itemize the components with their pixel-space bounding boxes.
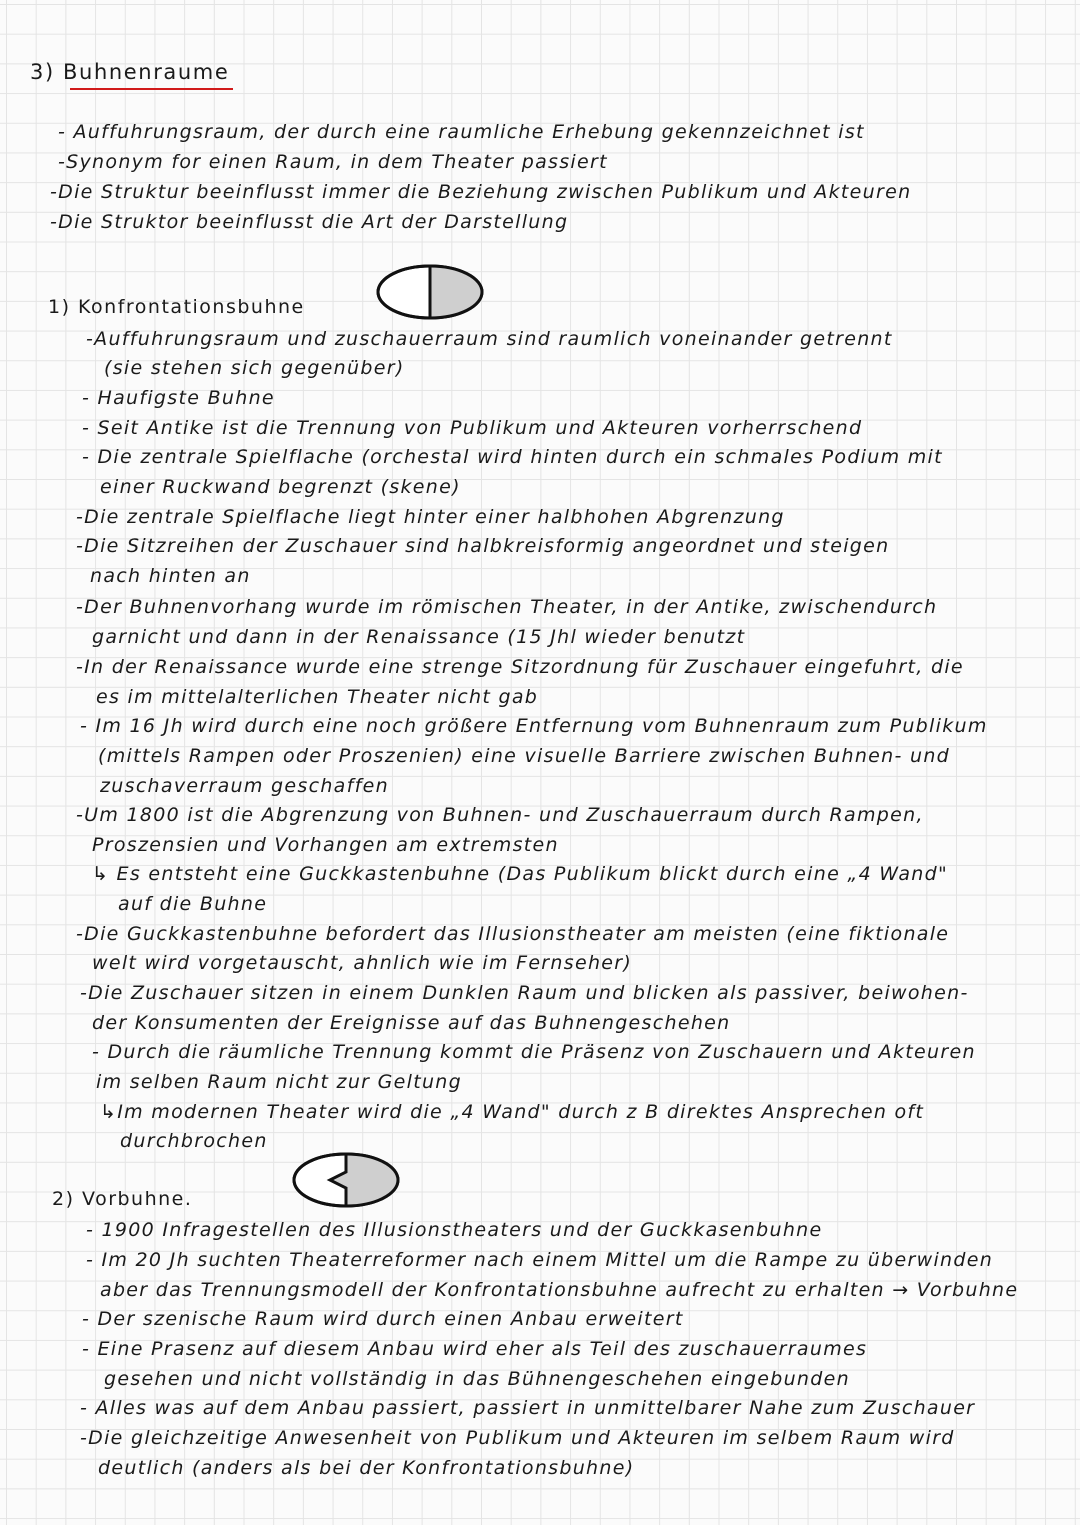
section1-line: -Um 1800 ist die Abgrenzung von Buhnen- und Zuschauerraum durch Rampen,	[76, 804, 924, 826]
section1-line: ↳Im modernen Theater wird die „4 Wand" durch z B direktes Ansprechen oft	[100, 1101, 925, 1123]
section1-line: -Die Sitzreihen der Zuschauer sind halbkreisformig angeordnet und steigen	[76, 535, 890, 557]
section1-line: -Auffuhrungsraum und zuschauerraum sind raumlich voneinander getrennt	[86, 328, 893, 350]
section1-line: - Durch die räumliche Trennung kommt die Präsenz von Zuschauern und Akteuren	[92, 1041, 976, 1063]
section1-line: (mittels Rampen oder Proszenien) eine visuelle Barriere zwischen Buhnen- und	[98, 745, 951, 767]
intro-line: -Die Struktor beeinflusst die Art der Darstellung	[50, 211, 569, 233]
page-title	[30, 60, 229, 84]
thrust-stage-diagram	[290, 1150, 402, 1210]
section1-line: (sie stehen sich gegenüber)	[104, 357, 405, 379]
intro-line: -Synonym for einen Raum, in dem Theater passiert	[58, 151, 608, 173]
section1-line: -Die Guckkastenbuhne befordert das Illusionstheater am meisten (eine fiktionale	[76, 923, 950, 945]
section1-line: einer Ruckwand begrenzt (skene)	[100, 476, 461, 498]
section1-line: -Der Buhnenvorhang wurde im römischen Theater, in der Antike, zwischendurch	[76, 596, 938, 618]
confrontation-stage-diagram	[374, 262, 486, 322]
section2-line: deutlich (anders als bei der Konfrontationsbuhne)	[98, 1457, 635, 1479]
section1-line: im selben Raum nicht zur Geltung	[96, 1071, 463, 1093]
page-title-text: 3) Buhnenraume	[30, 60, 230, 84]
section1-line: auf die Buhne	[118, 893, 268, 915]
section2-line: gesehen und nicht vollständig in das Bühnengeschehen eingebunden	[104, 1368, 850, 1390]
section2-line: - Eine Prasenz auf diesem Anbau wird eher als Teil des zuschauerraumes	[82, 1338, 868, 1360]
section2-line: - Der szenische Raum wird durch einen Anbau erweitert	[82, 1308, 684, 1330]
section1-line: -Die zentrale Spielflache liegt hinter einer halbhohen Abgrenzung	[76, 506, 785, 528]
section1-line: es im mittelalterlichen Theater nicht gab	[96, 686, 539, 708]
intro-line: - Auffuhrungsraum, der durch eine raumliche Erhebung gekennzeichnet ist	[58, 121, 865, 143]
section2-heading: 2) Vorbuhne.	[52, 1188, 193, 1210]
section2-line: -Die gleichzeitige Anwesenheit von Publikum und Akteuren im selbem Raum wird	[80, 1427, 955, 1449]
section2-line: - 1900 Infragestellen des Illusionstheaters und der Guckkasenbuhne	[86, 1219, 823, 1241]
section1-line: -Die Zuschauer sitzen in einem Dunklen Raum und blicken als passiver, beiwohen-	[80, 982, 969, 1004]
section1-line: -In der Renaissance wurde eine strenge Sitzordnung für Zuschauer eingefuhrt, die	[76, 656, 964, 678]
section1-line: - Haufigste Buhne	[82, 387, 275, 409]
section1-line: - Seit Antike ist die Trennung von Publikum und Akteuren vorherrschend	[82, 417, 863, 439]
section1-line: nach hinten an	[90, 565, 251, 587]
section1-line: ↳ Es entsteht eine Guckkastenbuhne (Das Publikum blickt durch eine „4 Wand"	[92, 863, 949, 885]
section1-line: - Die zentrale Spielflache (orchestal wird hinten durch ein schmales Podium mit	[82, 446, 943, 468]
section1-line: der Konsumenten der Ereignisse auf das Buhnengeschehen	[92, 1012, 731, 1034]
section1-heading: 1) Konfrontationsbuhne	[48, 296, 305, 318]
section1-line: Proszensien und Vorhangen am extremsten	[92, 834, 559, 856]
intro-line: -Die Struktur beeinflusst immer die Beziehung zwischen Publikum und Akteuren	[50, 181, 912, 203]
section1-line: durchbrochen	[120, 1130, 268, 1152]
section1-line: zuschaverraum geschaffen	[100, 775, 389, 797]
section1-line: garnicht und dann in der Renaissance (15 Jhl wieder benutzt	[92, 626, 746, 648]
section1-line: welt wird vorgetauscht, ahnlich wie im Fernseher)	[92, 952, 633, 974]
section1-line: - Im 16 Jh wird durch eine noch größere Entfernung vom Buhnenraum zum Publikum	[80, 715, 988, 737]
section2-line: aber das Trennungsmodell der Konfrontationsbuhne aufrecht zu erhalten → Vorbuhne	[100, 1279, 1019, 1301]
section2-line: - Im 20 Jh suchten Theaterreformer nach einem Mittel um die Rampe zu überwinden	[86, 1249, 994, 1271]
section2-line: - Alles was auf dem Anbau passiert, passiert in unmittelbarer Nahe zum Zuschauer	[80, 1397, 976, 1419]
